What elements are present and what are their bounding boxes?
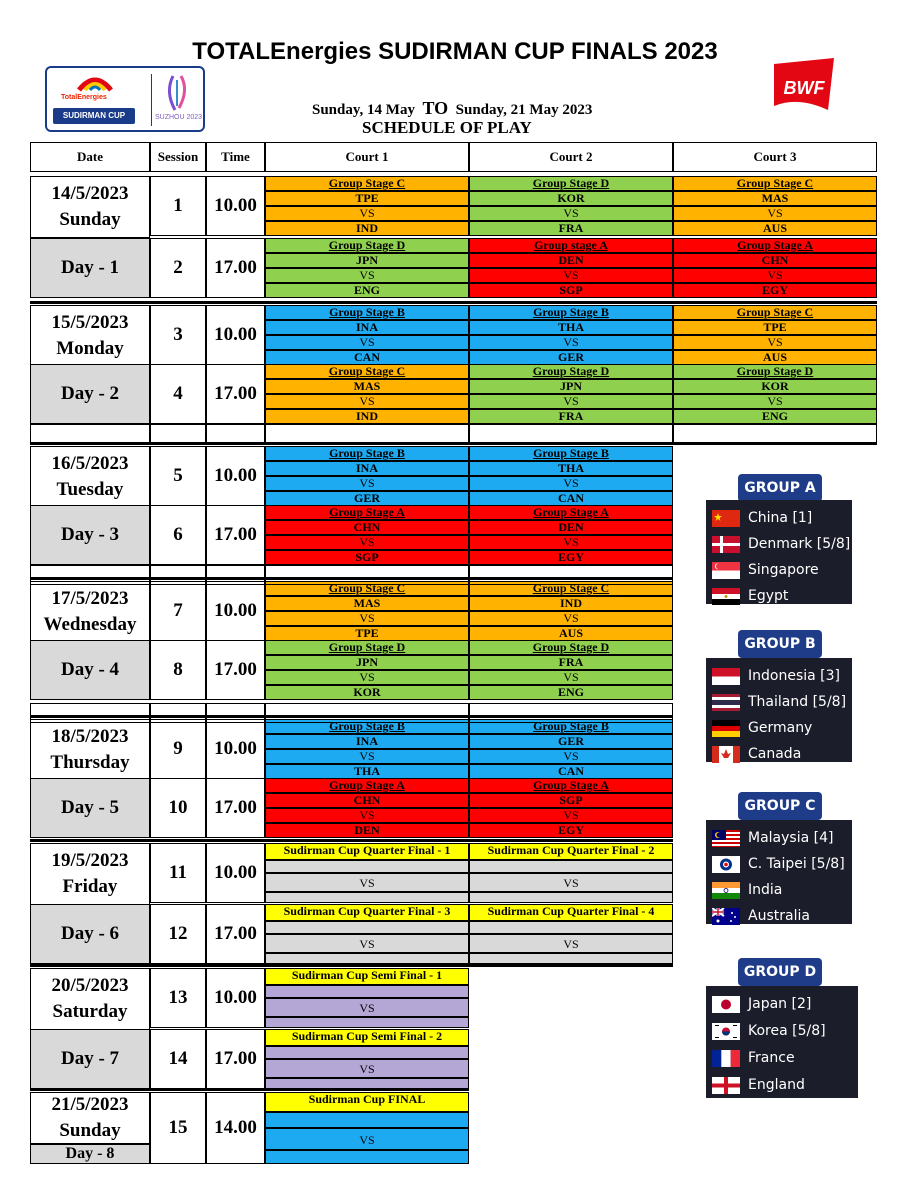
match-group-label: Group Stage A <box>673 238 877 253</box>
group-team: Denmark [5/8] <box>712 532 850 556</box>
team-b: AUS <box>673 221 877 236</box>
schedule-subtitle: SCHEDULE OF PLAY <box>362 118 532 137</box>
session-time: 10.00 <box>206 719 265 779</box>
knockout-label: Sudirman Cup Semi Final - 1 <box>265 968 469 985</box>
team-a: THA <box>469 320 673 335</box>
team-b: IND <box>265 221 469 236</box>
match-group-label: Group Stage D <box>469 364 673 379</box>
total-logo-text: TotalEnergies <box>61 94 107 101</box>
match-group-label: Group Stage B <box>469 446 673 461</box>
group-header: GROUP B <box>738 630 822 658</box>
team-b: AUS <box>673 350 877 365</box>
spacer-cell <box>469 424 673 444</box>
flag-icon <box>712 720 740 737</box>
knockout-row <box>265 892 469 903</box>
match-group-label: Group Stage C <box>265 364 469 379</box>
group-header: GROUP D <box>738 958 822 986</box>
knockout-row <box>265 1150 469 1164</box>
spacer-cell <box>150 424 206 444</box>
column-header: Date <box>30 142 150 172</box>
vs-label: VS <box>265 808 469 823</box>
team-a: FRA <box>469 655 673 670</box>
spacer-cell <box>206 703 265 723</box>
team-a: CHN <box>673 253 877 268</box>
team-b: FRA <box>469 221 673 236</box>
vs-label: VS <box>469 749 673 764</box>
group-team: China [1] <box>712 506 812 530</box>
knockout-label: Sudirman Cup Quarter Final - 2 <box>469 843 673 860</box>
spacer-cell <box>673 424 877 444</box>
session-number: 9 <box>150 719 206 779</box>
session-time: 10.00 <box>206 968 265 1028</box>
group-team: Japan [2] <box>712 992 811 1016</box>
spacer-cell <box>265 424 469 444</box>
flag-icon <box>712 882 740 899</box>
spacer-cell <box>469 565 673 585</box>
team-a: THA <box>469 461 673 476</box>
team-b: CAN <box>469 491 673 506</box>
vs-label: VS <box>265 476 469 491</box>
totalenergies-logo-icon <box>75 74 115 94</box>
knockout-row <box>265 953 469 964</box>
match-group-label: Group Stage D <box>673 364 877 379</box>
spacer-cell <box>30 424 150 444</box>
team-b: GER <box>265 491 469 506</box>
group-team: Australia <box>712 904 810 928</box>
column-header: Time <box>206 142 265 172</box>
date-cell: 19/5/2023 Friday <box>30 843 150 905</box>
match-group-label: Group Stage D <box>469 640 673 655</box>
date-cell: 18/5/2023 Thursday <box>30 719 150 781</box>
group-team: Singapore <box>712 558 819 582</box>
session-number: 10 <box>150 778 206 838</box>
team-b: KOR <box>265 685 469 700</box>
group-team-list <box>706 820 852 924</box>
session-number: 7 <box>150 581 206 641</box>
vs-label: VS <box>265 1128 469 1150</box>
knockout-row <box>265 921 469 934</box>
session-number: 8 <box>150 640 206 700</box>
suzhou-logo-text: SUZHOU 2023 <box>155 114 203 121</box>
knockout-row <box>265 1017 469 1028</box>
knockout-label: Sudirman Cup FINAL <box>265 1092 469 1112</box>
tournament-logo <box>45 66 205 132</box>
knockout-row <box>469 892 673 903</box>
session-number: 14 <box>150 1029 206 1089</box>
vs-label: VS <box>469 808 673 823</box>
vs-label: VS <box>265 998 469 1017</box>
knockout-label: Sudirman Cup Quarter Final - 1 <box>265 843 469 860</box>
knockout-row <box>265 1046 469 1059</box>
day-label: Day - 4 <box>30 640 150 700</box>
date-cell: 15/5/2023 Monday <box>30 305 150 367</box>
match-group-label: Group Stage B <box>469 719 673 734</box>
vs-label: VS <box>265 1059 469 1078</box>
vs-label: VS <box>265 206 469 221</box>
date-cell: 16/5/2023 Tuesday <box>30 446 150 508</box>
flag-icon <box>712 746 740 763</box>
flag-icon <box>712 908 740 925</box>
flag-icon <box>712 510 740 527</box>
session-time: 10.00 <box>206 305 265 365</box>
match-group-label: Group Stage B <box>265 305 469 320</box>
date-cell: 21/5/2023 Sunday <box>30 1092 150 1144</box>
session-number: 1 <box>150 176 206 236</box>
knockout-row <box>265 985 469 998</box>
team-b: EGY <box>469 823 673 838</box>
vs-label: VS <box>265 335 469 350</box>
team-a: TPE <box>265 191 469 206</box>
match-group-label: Group Stage A <box>265 505 469 520</box>
match-group-label: Group Stage B <box>265 446 469 461</box>
session-time: 10.00 <box>206 446 265 506</box>
team-a: IND <box>469 596 673 611</box>
flag-icon <box>712 536 740 553</box>
vs-label: VS <box>469 873 673 892</box>
session-time: 17.00 <box>206 505 265 565</box>
flag-icon <box>712 562 740 579</box>
vs-label: VS <box>469 670 673 685</box>
flag-icon <box>712 668 740 685</box>
team-a: INA <box>265 320 469 335</box>
spacer-cell <box>150 565 206 585</box>
team-b: EGY <box>673 283 877 298</box>
row-separator <box>30 715 673 718</box>
spacer-cell <box>265 703 469 723</box>
team-a: KOR <box>673 379 877 394</box>
column-header: Session <box>150 142 206 172</box>
match-group-label: Group Stage C <box>673 176 877 191</box>
match-group-label: Group Stage B <box>265 719 469 734</box>
match-group-label: Group Stage A <box>469 778 673 793</box>
row-separator <box>30 839 673 842</box>
spacer-cell <box>469 703 673 723</box>
match-group-label: Group Stage D <box>265 238 469 253</box>
team-b: THA <box>265 764 469 779</box>
session-time: 17.00 <box>206 904 265 964</box>
vs-label: VS <box>469 611 673 626</box>
team-b: ENG <box>469 685 673 700</box>
vs-label: VS <box>673 206 877 221</box>
group-team-list <box>706 658 852 762</box>
session-time: 17.00 <box>206 778 265 838</box>
session-number: 13 <box>150 968 206 1028</box>
session-number: 11 <box>150 843 206 903</box>
flag-icon <box>712 996 740 1013</box>
team-a: KOR <box>469 191 673 206</box>
group-team: India <box>712 878 782 902</box>
team-b: ENG <box>673 409 877 424</box>
row-separator <box>30 964 673 967</box>
vs-label: VS <box>469 206 673 221</box>
date-cell: 14/5/2023 Sunday <box>30 176 150 238</box>
flag-icon <box>712 856 740 873</box>
session-number: 6 <box>150 505 206 565</box>
day-label: Day - 7 <box>30 1029 150 1089</box>
vs-label: VS <box>265 611 469 626</box>
column-header: Court 2 <box>469 142 673 172</box>
flag-icon <box>712 694 740 711</box>
group-team: C. Taipei [5/8] <box>712 852 845 876</box>
team-a: MAS <box>265 596 469 611</box>
session-time: 10.00 <box>206 176 265 236</box>
group-team: Canada <box>712 742 801 766</box>
team-a: JPN <box>265 655 469 670</box>
team-a: CHN <box>265 793 469 808</box>
session-time: 17.00 <box>206 640 265 700</box>
row-separator <box>30 301 877 304</box>
spacer-cell <box>206 565 265 585</box>
team-b: DEN <box>265 823 469 838</box>
spacer-cell <box>265 565 469 585</box>
flag-icon <box>712 588 740 605</box>
vs-label: VS <box>673 394 877 409</box>
session-time: 17.00 <box>206 1029 265 1089</box>
vs-label: VS <box>469 934 673 953</box>
team-a: MAS <box>673 191 877 206</box>
knockout-label: Sudirman Cup Quarter Final - 4 <box>469 904 673 921</box>
team-b: CAN <box>265 350 469 365</box>
spacer-cell <box>206 424 265 444</box>
team-b: TPE <box>265 626 469 641</box>
group-team: France <box>712 1046 795 1070</box>
vs-label: VS <box>469 476 673 491</box>
group-team: England <box>712 1073 805 1097</box>
vs-label: VS <box>673 268 877 283</box>
match-group-label: Group Stage C <box>673 305 877 320</box>
team-b: AUS <box>469 626 673 641</box>
match-group-label: Group stage A <box>469 238 673 253</box>
day-label: Day - 8 <box>30 1144 150 1164</box>
match-group-label: Group Stage C <box>469 581 673 596</box>
flag-icon <box>712 1023 740 1040</box>
session-time: 17.00 <box>206 364 265 424</box>
row-separator <box>30 1088 469 1091</box>
team-b: GER <box>469 350 673 365</box>
team-a: GER <box>469 734 673 749</box>
group-team-list <box>706 986 858 1098</box>
group-team-list <box>706 500 852 604</box>
row-separator <box>30 577 673 580</box>
group-team: Thailand [5/8] <box>712 690 846 714</box>
session-number: 5 <box>150 446 206 506</box>
session-number: 4 <box>150 364 206 424</box>
team-b: EGY <box>469 550 673 565</box>
knockout-row <box>469 921 673 934</box>
team-a: JPN <box>265 253 469 268</box>
day-label: Day - 2 <box>30 364 150 424</box>
day-label: Day - 1 <box>30 238 150 298</box>
team-b: FRA <box>469 409 673 424</box>
date-cell: 17/5/2023 Wednesday <box>30 581 150 643</box>
vs-label: VS <box>265 670 469 685</box>
date-range: Sunday, 14 May TO Sunday, 21 May 2023 <box>312 98 593 118</box>
team-b: ENG <box>265 283 469 298</box>
session-time: 17.00 <box>206 238 265 298</box>
vs-label: VS <box>673 335 877 350</box>
vs-label: VS <box>265 873 469 892</box>
day-label: Day - 5 <box>30 778 150 838</box>
team-a: DEN <box>469 253 673 268</box>
team-a: JPN <box>469 379 673 394</box>
vs-label: VS <box>469 394 673 409</box>
date-cell: 20/5/2023 Saturday <box>30 968 150 1030</box>
column-header: Court 3 <box>673 142 877 172</box>
day-label: Day - 6 <box>30 904 150 964</box>
spacer-cell <box>30 703 150 723</box>
session-number: 12 <box>150 904 206 964</box>
knockout-row <box>265 860 469 873</box>
session-number: 3 <box>150 305 206 365</box>
vs-label: VS <box>265 394 469 409</box>
team-b: SGP <box>469 283 673 298</box>
vs-label: VS <box>265 268 469 283</box>
team-a: INA <box>265 461 469 476</box>
sudirman-logo-text: SUDIRMAN CUP <box>53 108 135 124</box>
match-group-label: Group Stage B <box>469 305 673 320</box>
day-label: Day - 3 <box>30 505 150 565</box>
match-group-label: Group Stage D <box>265 640 469 655</box>
team-a: CHN <box>265 520 469 535</box>
flag-icon <box>712 830 740 847</box>
session-time: 10.00 <box>206 843 265 903</box>
knockout-row <box>469 953 673 964</box>
match-group-label: Group Stage C <box>265 176 469 191</box>
vs-label: VS <box>469 535 673 550</box>
group-header: GROUP A <box>738 474 822 502</box>
group-team: Egypt <box>712 584 788 608</box>
vs-label: VS <box>469 268 673 283</box>
page-title: TOTALEnergies SUDIRMAN CUP FINALS 2023 <box>192 38 718 65</box>
spacer-cell <box>150 703 206 723</box>
team-a: INA <box>265 734 469 749</box>
team-b: CAN <box>469 764 673 779</box>
row-separator <box>30 442 877 445</box>
session-number: 15 <box>150 1092 206 1164</box>
team-b: SGP <box>265 550 469 565</box>
column-header: Court 1 <box>265 142 469 172</box>
bwf-logo-text: BWF <box>783 78 825 98</box>
match-group-label: Group Stage A <box>265 778 469 793</box>
knockout-row <box>265 1112 469 1128</box>
group-team: Malaysia [4] <box>712 826 833 850</box>
vs-label: VS <box>265 749 469 764</box>
match-group-label: Group Stage A <box>469 505 673 520</box>
session-number: 2 <box>150 238 206 298</box>
match-group-label: Group Stage C <box>265 581 469 596</box>
team-b: IND <box>265 409 469 424</box>
knockout-label: Sudirman Cup Quarter Final - 3 <box>265 904 469 921</box>
team-a: DEN <box>469 520 673 535</box>
flag-icon <box>712 1077 740 1094</box>
vs-label: VS <box>265 535 469 550</box>
session-time: 10.00 <box>206 581 265 641</box>
knockout-row <box>469 860 673 873</box>
group-team: Germany <box>712 716 812 740</box>
team-a: SGP <box>469 793 673 808</box>
flag-icon <box>712 1050 740 1067</box>
bwf-logo-icon <box>768 56 840 114</box>
team-a: MAS <box>265 379 469 394</box>
group-team: Korea [5/8] <box>712 1019 826 1043</box>
session-time: 14.00 <box>206 1092 265 1164</box>
group-header: GROUP C <box>738 792 822 820</box>
vs-label: VS <box>265 934 469 953</box>
knockout-label: Sudirman Cup Semi Final - 2 <box>265 1029 469 1046</box>
match-group-label: Group Stage D <box>469 176 673 191</box>
group-team: Indonesia [3] <box>712 664 840 688</box>
team-a: TPE <box>673 320 877 335</box>
vs-label: VS <box>469 335 673 350</box>
spacer-cell <box>30 565 150 585</box>
